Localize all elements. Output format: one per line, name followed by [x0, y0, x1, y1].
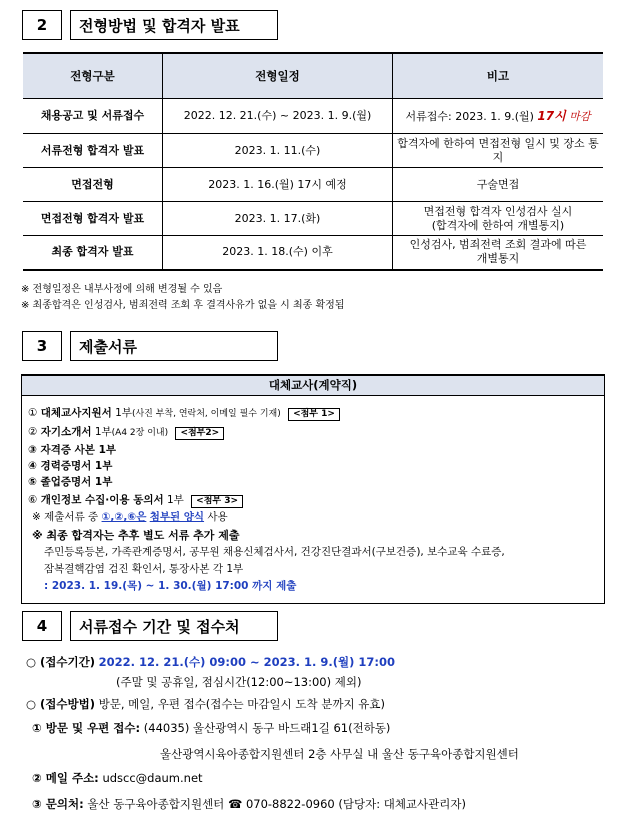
item-qty: 1부: [166, 494, 184, 506]
final-docs-list: 잠복결핵감염 검진 확인서, 통장사본 각 1부: [44, 563, 244, 575]
header-schedule: 전형일정: [163, 53, 393, 99]
row-note: [393, 236, 604, 270]
section-title: 제출서류: [70, 331, 278, 361]
section-number: 2: [22, 10, 62, 40]
deadline-hour: 17시: [537, 108, 566, 123]
note-line: 개별통지: [476, 252, 520, 266]
method-line: [26, 696, 385, 712]
item-number: ①: [28, 407, 38, 419]
note-text: 서류접수: 2023. 1. 9.(월): [405, 109, 534, 123]
period-value: 2022. 12. 21.(수) 09:00 ~ 2023. 1. 9.(월) 17:00: [98, 655, 396, 669]
contact-phone: 070-8822-0960 (담당자: 대체교사관리자): [245, 797, 466, 811]
document-item: [28, 405, 340, 421]
schedule-table: [23, 52, 603, 271]
table-header-row: [23, 53, 603, 99]
table-row: [23, 236, 603, 270]
visit-line: [32, 720, 390, 736]
note-highlight: 첨부된 양식: [149, 511, 205, 523]
note-line: (합격자에 한하여 개별통지): [431, 218, 565, 232]
row-category: 면접전형: [23, 168, 163, 202]
documents-box: [21, 374, 605, 604]
item-detail: (사진 부착, 연락처, 이메일 필수 기재): [131, 409, 281, 419]
row-note: [393, 99, 604, 134]
note-line: 인성검사, 범죄전력 조회 결과에 따른: [409, 238, 587, 252]
phone-icon: ☎: [227, 797, 243, 811]
method-label: ○ (접수방법): [26, 697, 95, 711]
final-docs-list: 주민등록등본, 가족관계증명서, 공무원 채용신체검사서, 건강진단결과서(구보건증), 보수교육 수료증,: [44, 546, 505, 558]
item-number: ⑥: [28, 494, 38, 506]
final-docs-deadline: : 2023. 1. 19.(목) ~ 1. 30.(월) 17:00 까지 제출: [44, 580, 297, 592]
item-detail: (A4 2장 이내): [111, 428, 169, 438]
row-note: [393, 202, 604, 236]
document-item: ⑤ 졸업증명서 1부: [28, 476, 113, 488]
table-row: [23, 134, 603, 168]
attachment-tag: <첨부 1>: [288, 408, 340, 421]
note-text: ※ 제출서류 중: [32, 511, 99, 523]
table-row: [23, 99, 603, 134]
item-name: 자기소개서: [40, 426, 92, 438]
document-item: [28, 492, 243, 508]
schedule-note: ※ 전형일정은 내부사정에 의해 변경될 수 있음: [21, 284, 223, 295]
item-qty: 1부: [94, 426, 112, 438]
mail-label: ② 메일 주소:: [32, 771, 99, 785]
visit-address: (44035) 울산광역시 동구 바드래1길 61(전하동): [143, 721, 391, 735]
document-item: ④ 경력증명서 1부: [28, 460, 113, 472]
row-date: 2023. 1. 17.(화): [163, 202, 393, 236]
item-qty: 1부: [115, 407, 132, 419]
section-number: 3: [22, 331, 62, 361]
mail-line: [32, 770, 203, 786]
mail-address: udscc@daum.net: [102, 771, 203, 785]
attachment-tag: <첨부2>: [175, 427, 224, 440]
header-remarks: 비고: [393, 53, 604, 99]
attachment-tag: <첨부 3>: [191, 495, 243, 508]
item-name: 대체교사지원서: [40, 407, 112, 419]
item-number: ②: [28, 426, 38, 438]
row-category: 채용공고 및 서류접수: [23, 99, 163, 134]
row-note: 구술면접: [393, 168, 604, 202]
row-date: 2023. 1. 16.(월) 17시 예정: [163, 168, 393, 202]
period-label: ○ (접수기간): [26, 655, 95, 669]
section-4-header: [22, 611, 278, 641]
template-note: [32, 509, 228, 524]
table-row: [23, 168, 603, 202]
deadline-word: 마감: [569, 109, 591, 123]
section-3-header: [22, 331, 278, 361]
documents-box-header: 대체교사(계약직): [22, 376, 604, 396]
note-text: 사용: [207, 511, 228, 523]
row-note: 합격자에 한하여 면접전형 일시 및 장소 통지: [393, 134, 604, 168]
contact-org: 울산 동구육아종합지원센터: [87, 797, 225, 811]
header-category: 전형구분: [23, 53, 163, 99]
row-date: 2023. 1. 18.(수) 이후: [163, 236, 393, 270]
row-category: 면접전형 합격자 발표: [23, 202, 163, 236]
note-highlight: ①,②,⑥은: [101, 511, 147, 523]
period-line: [26, 654, 395, 670]
section-title: 서류접수 기간 및 접수처: [70, 611, 278, 641]
contact-label: ③ 문의처:: [32, 797, 84, 811]
contact-line: [32, 796, 466, 812]
row-category: 최종 합격자 발표: [23, 236, 163, 270]
visit-label: ① 방문 및 우편 접수:: [32, 721, 141, 735]
row-date: 2023. 1. 11.(수): [163, 134, 393, 168]
final-docs-note: ※ 최종 합격자는 추후 별도 서류 추가 제출: [32, 529, 240, 542]
section-2-header: [22, 10, 278, 40]
method-value: 방문, 메일, 우편 접수(접수는 마감일시 도착 분까지 유효): [98, 697, 385, 711]
item-name: 개인정보 수집·이용 동의서: [40, 494, 164, 506]
visit-address-line2: 울산광역시육아종합지원센터 2층 사무실 내 울산 동구육아종합지원센터: [160, 747, 519, 761]
document-item: [28, 424, 224, 440]
document-item: ③ 자격증 사본 1부: [28, 444, 117, 456]
table-row: [23, 202, 603, 236]
section-number: 4: [22, 611, 62, 641]
section-title: 전형방법 및 합격자 발표: [70, 10, 278, 40]
schedule-note: ※ 최종합격은 인성검사, 범죄전력 조회 후 결격사유가 없을 시 최종 확정됨: [21, 300, 345, 311]
note-line: 면접전형 합격자 인성검사 실시: [423, 204, 573, 218]
period-note: (주말 및 공휴일, 점심시간(12:00~13:00) 제외): [116, 675, 362, 689]
row-date: 2022. 12. 21.(수) ~ 2023. 1. 9.(월): [163, 99, 393, 134]
row-category: 서류전형 합격자 발표: [23, 134, 163, 168]
